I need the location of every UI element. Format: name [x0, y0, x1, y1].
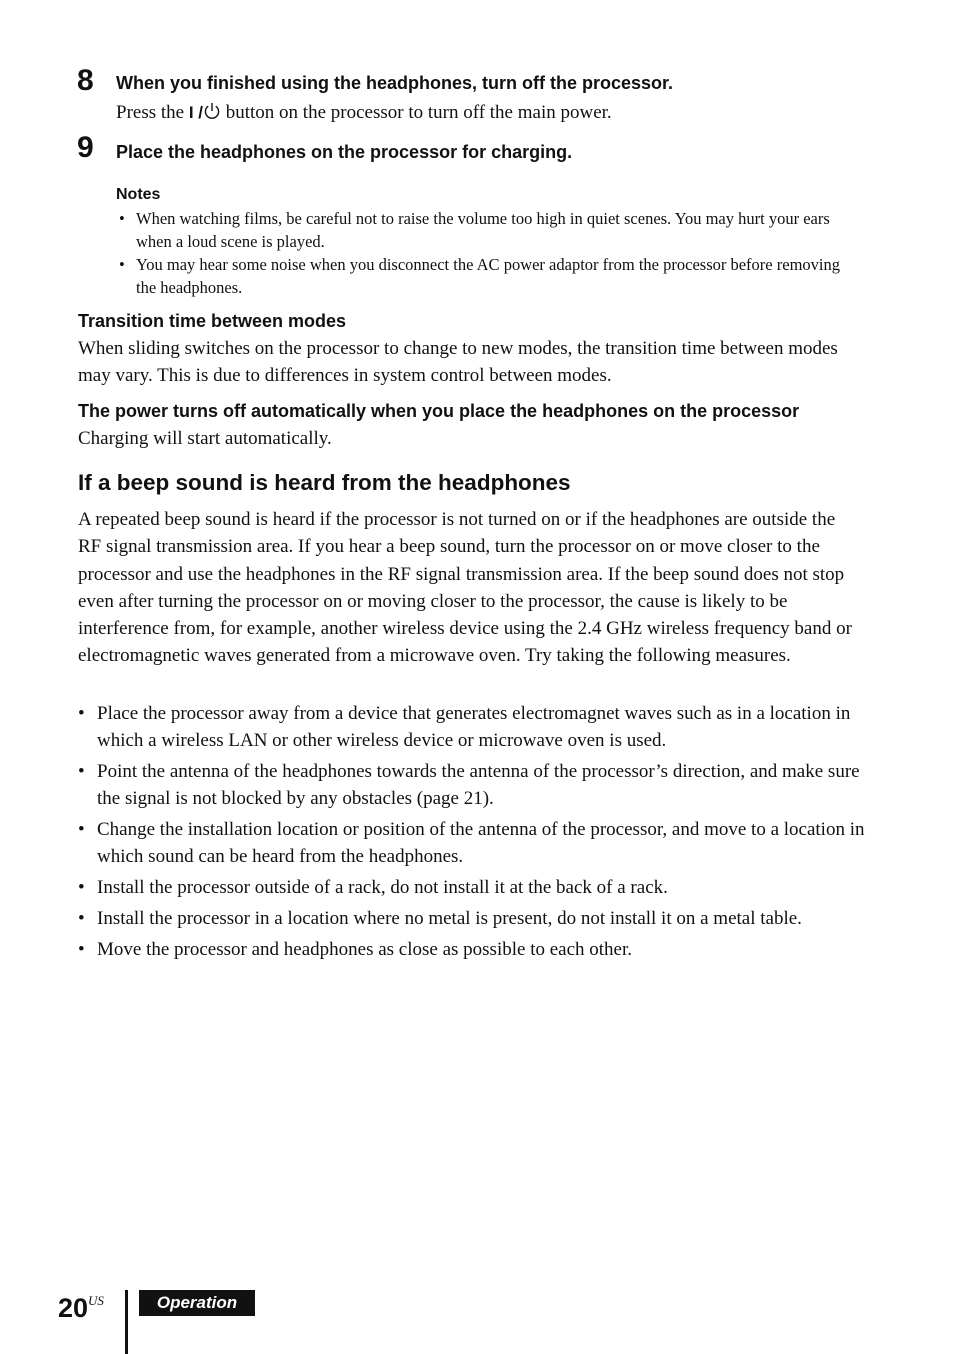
step-heading: Place the headphones on the processor for charging.	[116, 142, 573, 162]
power-button-label: I /	[188, 103, 203, 122]
measure-text: Change the installation location or position of the antenna of the processor, and move to a location in which sound can be heard from the headphones.	[97, 819, 865, 868]
bullet: •	[78, 938, 85, 960]
step-heading: When you finished using the headphones, turn off the processor.	[116, 73, 674, 93]
measure-text: Install the processor outside of a rack, do not install it at the back of a rack.	[97, 877, 668, 899]
note-item	[116, 207, 846, 253]
note-text: When watching films, be careful not to raise the volume too high in quiet scenes. You may hurt your ears when a loud scene is played.	[136, 209, 830, 251]
step-body-after: button on the processor to turn off the main power.	[225, 102, 612, 123]
bullet: •	[78, 819, 85, 841]
section-tab: Operation	[139, 1290, 255, 1316]
beep-body: A repeated beep sound is heard if the processor is not turned on or if the headphones are outside the RF signal transmission area. If you hear a beep sound, turn the processor on or move closer to the processor and use the headphones in the RF signal transmission area. If the beep sound does not stop even after turning the processor on or moving closer to the processor, the cause is likely to be interference from, for example, another wireless device using the 2.4 GHz wireless frequency band or electromagnetic waves generated from a microwave oven. Try taking the following measures.	[78, 509, 852, 667]
measures-list	[78, 700, 868, 963]
bullet: •	[119, 255, 125, 274]
notes-title: Notes	[116, 186, 161, 203]
measure-text: Install the processor in a location where no metal is present, do not install it on a metal table.	[97, 908, 802, 930]
page-number-suffix: US	[88, 1293, 104, 1308]
bullet: •	[78, 877, 85, 899]
transition-body: When sliding switches on the processor to change to new modes, the transition time between modes may vary. This is due to differences in system control between modes.	[78, 338, 838, 387]
measure-item	[78, 758, 868, 813]
footer-divider	[125, 1290, 128, 1354]
note-item	[116, 253, 846, 299]
bullet: •	[119, 209, 125, 228]
note-text: You may hear some noise when you disconnect the AC power adaptor from the processor before removing the headphones.	[136, 255, 840, 297]
step-number: 8	[77, 64, 94, 97]
power-off-heading: The power turns off automatically when you place the headphones on the processor	[78, 401, 800, 421]
measure-item	[78, 700, 868, 755]
bullet: •	[78, 703, 85, 724]
bullet: •	[78, 761, 85, 783]
measure-item	[78, 816, 868, 871]
notes-list	[116, 207, 846, 299]
step-number: 9	[77, 131, 94, 164]
measure-item	[78, 936, 868, 963]
page-number-value: 20	[58, 1293, 89, 1323]
step-body	[116, 99, 612, 126]
transition-heading: Transition time between modes	[78, 311, 347, 331]
power-icon	[203, 101, 221, 119]
measure-item	[78, 905, 868, 932]
step-body-before: Press the	[116, 102, 185, 123]
measure-text: Place the processor away from a device that generates electromagnet waves such as in a location in which a wireless LAN or other wireless device or microwave oven is used.	[97, 703, 851, 752]
bullet: •	[78, 908, 85, 930]
measure-item	[78, 874, 868, 901]
section-heading: If a beep sound is heard from the headphones	[78, 470, 571, 495]
measure-text: Move the processor and headphones as close as possible to each other.	[97, 938, 633, 960]
measure-text: Point the antenna of the headphones towards the antenna of the processor’s direction, and make sure the signal is not blocked by any obstacles (page 21).	[97, 761, 860, 810]
power-off-body: Charging will start automatically.	[78, 428, 332, 449]
page-number	[58, 1285, 104, 1324]
